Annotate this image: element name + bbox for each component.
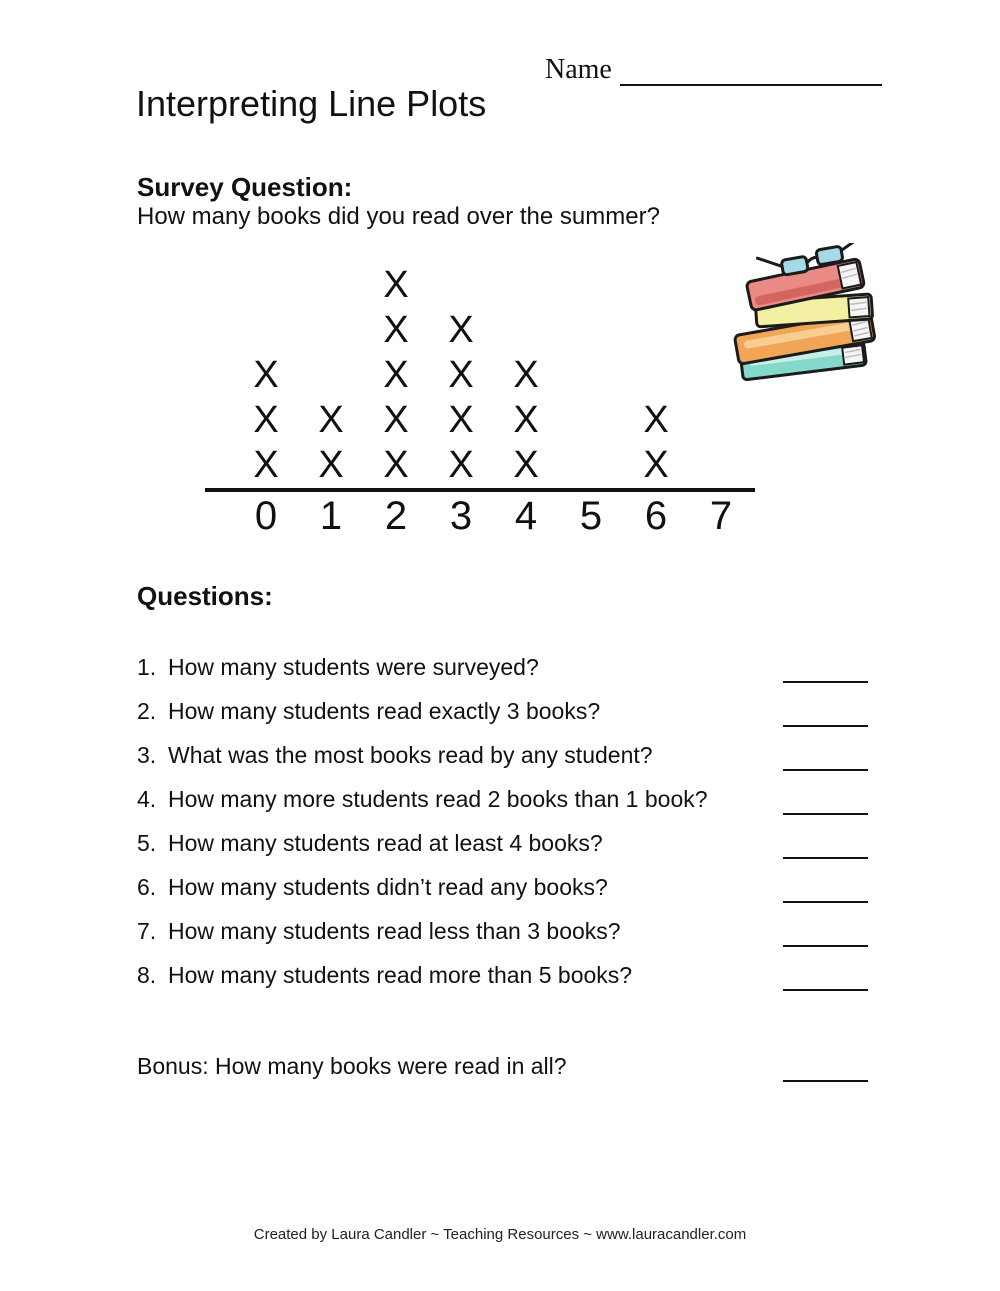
question-row bbox=[137, 909, 868, 953]
question-text: How many more students read 2 books than 1 book? bbox=[168, 785, 708, 812]
x-mark: X bbox=[253, 399, 279, 441]
question-text: How many students read less than 3 books? bbox=[168, 917, 621, 944]
x-mark: X bbox=[383, 354, 409, 396]
x-mark: X bbox=[513, 354, 539, 396]
name-blank-line[interactable] bbox=[620, 54, 882, 86]
bonus-row bbox=[137, 1044, 868, 1088]
number-line-labels bbox=[205, 494, 755, 544]
question-number: 8. bbox=[137, 961, 157, 988]
footer-credit: Created by Laura Candler ~ Teaching Resources ~ www.lauracandler.com bbox=[253, 1226, 747, 1243]
plot-column-0 bbox=[234, 353, 299, 488]
question-number: 7. bbox=[137, 917, 157, 944]
question-text: How many students were surveyed? bbox=[168, 653, 539, 680]
name-row bbox=[545, 54, 882, 86]
x-mark: X bbox=[383, 399, 409, 441]
plot-column-3 bbox=[429, 308, 494, 488]
x-mark: X bbox=[448, 399, 474, 441]
x-mark: X bbox=[448, 444, 474, 486]
x-mark: X bbox=[383, 264, 409, 306]
page-title: Interpreting Line Plots bbox=[136, 83, 487, 124]
answer-blank-line[interactable] bbox=[783, 901, 868, 903]
question-number: 1. bbox=[137, 653, 157, 680]
answer-blank-line[interactable] bbox=[783, 725, 868, 727]
questions-list bbox=[137, 645, 868, 997]
axis-tick-label: 2 bbox=[384, 494, 408, 538]
axis-tick-label: 4 bbox=[514, 494, 538, 538]
question-number: 6. bbox=[137, 873, 157, 900]
axis-tick-label: 5 bbox=[579, 494, 603, 538]
question-row bbox=[137, 777, 868, 821]
line-plot-columns bbox=[205, 263, 755, 488]
plot-column-6 bbox=[624, 398, 689, 488]
answer-blank-line[interactable] bbox=[783, 681, 868, 683]
question-text: How many students didn’t read any books? bbox=[168, 873, 608, 900]
number-line-axis bbox=[205, 488, 755, 492]
x-mark: X bbox=[448, 309, 474, 351]
x-mark: X bbox=[253, 354, 279, 396]
question-row bbox=[137, 865, 868, 909]
question-row bbox=[137, 821, 868, 865]
axis-tick-label: 7 bbox=[709, 494, 733, 538]
x-mark: X bbox=[383, 309, 409, 351]
question-text: How many students read exactly 3 books? bbox=[168, 697, 601, 724]
survey-question-text: How many books did you read over the summer? bbox=[137, 203, 660, 230]
name-label: Name bbox=[545, 54, 612, 86]
question-number: 4. bbox=[137, 785, 157, 812]
x-mark: X bbox=[643, 399, 669, 441]
question-row bbox=[137, 689, 868, 733]
answer-blank-line[interactable] bbox=[783, 769, 868, 771]
bonus-question-text: Bonus: How many books were read in all? bbox=[137, 1052, 567, 1079]
x-mark: X bbox=[383, 444, 409, 486]
question-number: 5. bbox=[137, 829, 157, 856]
question-row bbox=[137, 645, 868, 689]
plot-column-4 bbox=[494, 353, 559, 488]
answer-blank-line[interactable] bbox=[783, 945, 868, 947]
x-mark: X bbox=[513, 444, 539, 486]
answer-blank-line[interactable] bbox=[783, 857, 868, 859]
axis-tick-label: 0 bbox=[254, 494, 278, 538]
answer-blank-line[interactable] bbox=[783, 989, 868, 991]
question-number: 2. bbox=[137, 697, 157, 724]
x-mark: X bbox=[253, 444, 279, 486]
question-number: 3. bbox=[137, 741, 157, 768]
x-mark: X bbox=[643, 444, 669, 486]
axis-tick-label: 1 bbox=[319, 494, 343, 538]
question-text: What was the most books read by any student? bbox=[168, 741, 653, 768]
axis-tick-label: 3 bbox=[449, 494, 473, 538]
answer-blank-line[interactable] bbox=[783, 813, 868, 815]
question-row bbox=[137, 953, 868, 997]
question-text: How many students read more than 5 books? bbox=[168, 961, 633, 988]
survey-question-heading: Survey Question: bbox=[137, 172, 353, 202]
questions-heading: Questions: bbox=[137, 581, 273, 611]
axis-tick-label: 6 bbox=[644, 494, 668, 538]
books-clipart bbox=[728, 243, 898, 388]
x-mark: X bbox=[513, 399, 539, 441]
x-mark: X bbox=[448, 354, 474, 396]
question-text: How many students read at least 4 books? bbox=[168, 829, 603, 856]
line-plot bbox=[205, 263, 755, 548]
plot-column-1 bbox=[299, 398, 364, 488]
plot-column-2 bbox=[364, 263, 429, 488]
question-row bbox=[137, 733, 868, 777]
x-mark: X bbox=[318, 399, 344, 441]
bonus-answer-blank-line[interactable] bbox=[783, 1080, 868, 1082]
x-mark: X bbox=[318, 444, 344, 486]
